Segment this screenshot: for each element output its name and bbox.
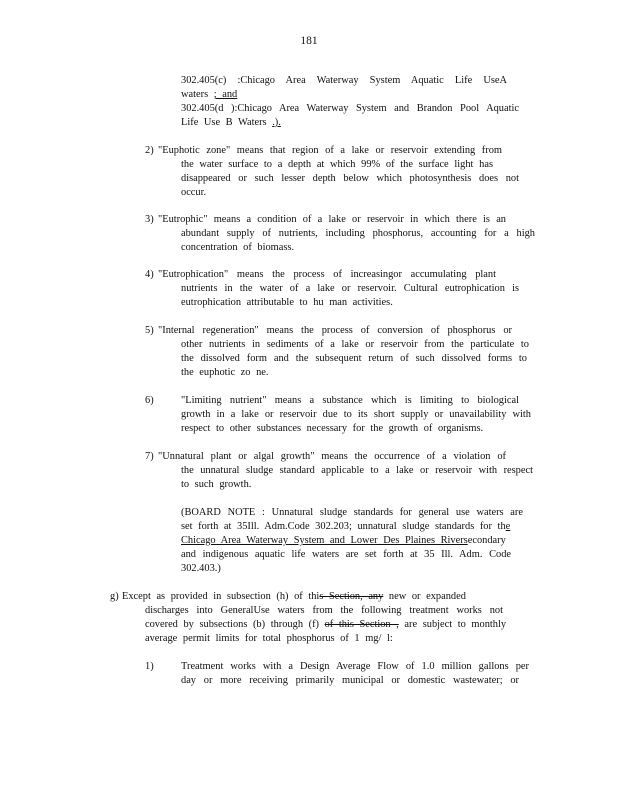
board-note-line-3 (181, 534, 506, 549)
definition-line: "Euphotic zone" means that region of a lake or reservoir extending from (158, 145, 502, 156)
deleted-text: s Section, any (319, 591, 384, 602)
section-text: Except as provided in subsection (h) of thi (122, 591, 320, 602)
definition-line: the euphotic zo ne. (181, 367, 269, 378)
definition-line: occur. (181, 187, 207, 198)
continuation-line-1: 302.405(c) :Chicago Area Waterway System Aquatic Life UseA (181, 75, 507, 86)
definition-line: the unnatural sludge standard applicable to a lake or reservoir with respect (181, 465, 533, 476)
inserted-text: e (505, 521, 511, 532)
definition-line: the water surface to a depth at which 99% of the surface light has (181, 159, 493, 170)
section-g-line-2: discharges into GeneralUse waters from the following treatment works not (145, 605, 503, 616)
section-g-line-4: average permit limits for total phosphorus of 1 mg/ l: (145, 633, 393, 644)
board-note-text: econdary (467, 535, 506, 546)
board-note-line-4: and indigenous aquatic life waters are set forth at 35 Ill. Adm. Code (181, 549, 511, 560)
definition-line: the dissolved form and the subsequent return of such dissolved forms to (181, 353, 527, 364)
definition-line: eutrophication attributable to hu man activities. (181, 297, 393, 308)
definition-line: "Internal regeneration" means the process of conversion of phosphorus or (158, 325, 512, 336)
definition-line: Treatment works with a Design Average Flow of 1.0 million gallons per (181, 661, 529, 672)
definition-line: growth in a lake or reservoir due to its short supply or unavailability with (181, 409, 531, 420)
section-label: g) (110, 591, 119, 602)
item-number: 2) (145, 145, 154, 156)
continuation-line-2 (181, 88, 237, 103)
section-text: new or expanded (383, 591, 466, 602)
section-text: are subject to monthly (398, 619, 507, 630)
section-g-line-1 (122, 590, 466, 605)
item-number: 1) (145, 661, 154, 672)
definition-line: "Limiting nutrient" means a substance which is limiting to biological (181, 395, 519, 406)
item-number: 7) (145, 451, 154, 462)
board-note-text: set forth at 35Ill. Adm.Code 302.203; unnatural sludge standards for th (181, 521, 506, 532)
item-number: 4) (145, 269, 154, 280)
definition-line: other nutrients in sediments of a lake or reservoir from the particulate to (181, 339, 529, 350)
section-text: covered by subsections (b) through (f) (145, 619, 325, 630)
definition-line: "Eutrophic" means a condition of a lake or reservoir in which there is an (158, 214, 506, 225)
definition-line: nutrients in the water of a lake or reservoir. Cultural eutrophication is (181, 283, 519, 294)
inserted-text: .). (272, 117, 281, 128)
definition-line: respect to other substances necessary for the growth of organisms. (181, 423, 484, 434)
continuation-text: waters (181, 89, 214, 100)
definition-line: abundant supply of nutrients, including phosphorus, accounting for a high (181, 228, 535, 239)
definition-line: to such growth. (181, 479, 252, 490)
inserted-text: ; and (213, 89, 238, 100)
definition-line: "Eutrophication" means the process of increasingor accumulating plant (158, 269, 496, 280)
item-number: 6) (145, 395, 154, 406)
continuation-line-4 (181, 116, 281, 131)
definition-line: "Unnatural plant or algal growth" means the occurrence of a violation of (158, 451, 506, 462)
continuation-text: Life Use B Waters (181, 117, 273, 128)
board-note-line-2 (181, 520, 522, 535)
page-number: 181 (300, 35, 318, 47)
inserted-text: Chicago Area Waterway System and Lower Des Plaines Rivers (181, 535, 468, 546)
item-number: 5) (145, 325, 154, 336)
section-g-line-3 (145, 618, 506, 633)
definition-line: disappeared or such lesser depth below which photosynthesis does not (181, 173, 519, 184)
deleted-text: of this Section , (324, 619, 399, 630)
definition-line: concentration of biomass. (181, 242, 295, 253)
continuation-line-3: 302.405(d ):Chicago Area Waterway System and Brandon Pool Aquatic (181, 103, 519, 114)
board-note-line-5: 302.403.) (181, 563, 221, 574)
item-number: 3) (145, 214, 154, 225)
definition-line: day or more receiving primarily municipal or domestic wastewater; or (181, 675, 519, 686)
board-note-line-1: (BOARD NOTE : Unnatural sludge standards for general use waters are (181, 507, 523, 518)
